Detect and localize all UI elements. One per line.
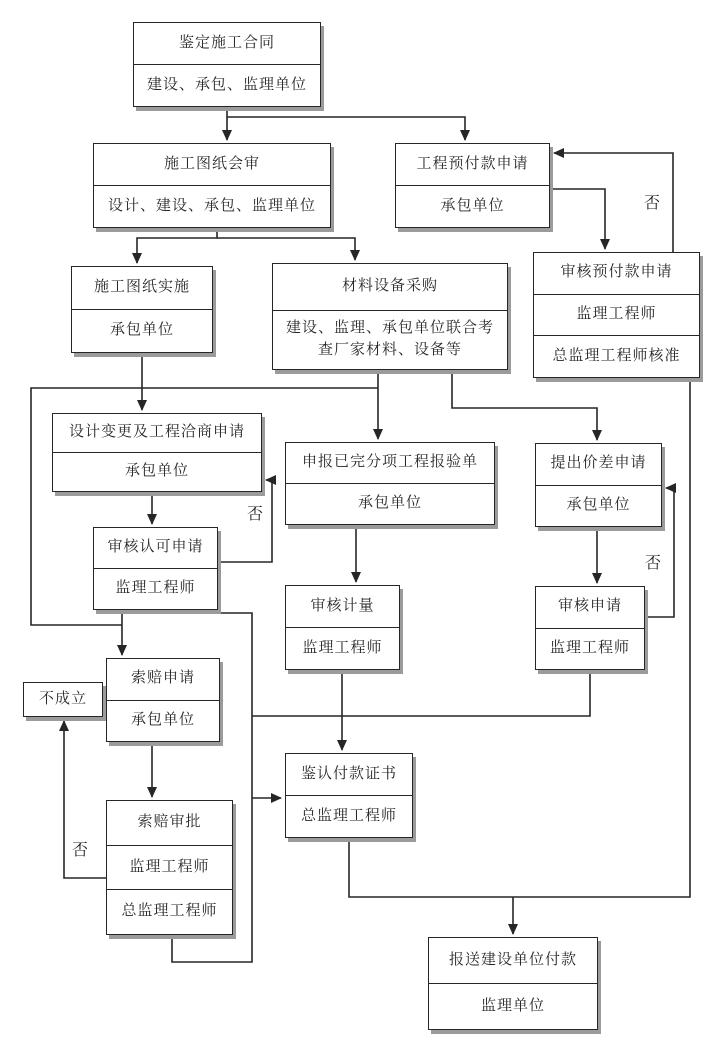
flow-box-application-review xyxy=(535,586,645,670)
flow-box-material-equipment-procurement xyxy=(272,263,508,370)
box-role: 承包单位 xyxy=(536,485,661,527)
box-role: 监理单位 xyxy=(429,983,597,1029)
box-title: 施工图纸实施 xyxy=(93,279,190,296)
box-role: 总监理工程师 xyxy=(286,795,412,837)
no-label-design-change: 否 xyxy=(245,501,265,524)
box-role: 监理工程师 xyxy=(286,627,399,669)
flow-box-claim-approval xyxy=(106,800,233,935)
connector-procurement-to-price-difference xyxy=(452,370,597,440)
box-title: 索赔申请 xyxy=(130,670,195,687)
connector-contract-to-advance-application xyxy=(227,117,465,140)
flow-box-completed-item-inspection xyxy=(285,442,495,525)
flow-box-design-change-application xyxy=(52,413,262,492)
flow-box-submit-owner-payment xyxy=(428,937,598,1030)
box-title: 材料设备采购 xyxy=(341,278,438,295)
no-label-advance-payment: 否 xyxy=(642,190,662,213)
box-title: 报送建设单位付款 xyxy=(448,951,577,968)
box-role: 承包单位 xyxy=(72,309,212,352)
connector-advance-application-to-review xyxy=(550,189,605,249)
box-role: 建设、承包、监理单位 xyxy=(134,64,320,106)
box-role: 监理工程师 xyxy=(534,294,699,336)
flow-box-advance-payment-application xyxy=(395,143,550,228)
flow-box-identify-contract xyxy=(133,22,321,107)
box-title: 审核计量 xyxy=(310,597,375,614)
box-title: 施工图纸会审 xyxy=(163,155,260,172)
connector-application-review-to-merge xyxy=(252,670,590,716)
box-title: 设计变更及工程洽商申请 xyxy=(68,424,245,441)
no-label-claim: 否 xyxy=(70,837,90,860)
box-title: 申报已完分项工程报验单 xyxy=(301,454,478,471)
flow-box-price-difference-application xyxy=(535,443,662,527)
box-role: 承包单位 xyxy=(286,483,494,524)
flow-box-not-established xyxy=(23,682,103,717)
box-title: 鉴认付款证书 xyxy=(300,765,397,782)
box-role-2: 总监理工程师 xyxy=(107,889,232,934)
box-role: 承包单位 xyxy=(107,700,219,742)
box-title: 鉴定施工合同 xyxy=(178,34,275,51)
box-role-2: 总监理工程师核准 xyxy=(534,335,699,377)
box-role: 承包单位 xyxy=(53,452,261,491)
box-role: 承包单位 xyxy=(396,185,549,227)
box-role: 监理工程师 xyxy=(94,568,217,609)
box-role: 监理工程师 xyxy=(536,628,644,670)
box-title: 审核预付款申请 xyxy=(560,264,673,281)
flow-box-advance-payment-review xyxy=(533,252,700,378)
flow-box-claim-application xyxy=(106,658,220,742)
box-role: 建设、监理、承包单位联合考查厂家材料、设备等 xyxy=(273,310,507,369)
no-label-price-difference: 否 xyxy=(643,550,663,573)
box-title: 不成立 xyxy=(38,690,87,707)
box-title: 索赔审批 xyxy=(137,813,202,830)
connector-review-to-implementation xyxy=(137,228,217,263)
box-role: 监理工程师 xyxy=(107,845,232,890)
flow-box-measurement-review xyxy=(285,585,400,670)
flow-box-payment-certificate xyxy=(285,753,413,838)
box-title: 工程预付款申请 xyxy=(416,155,529,172)
box-title: 审核申请 xyxy=(557,598,622,615)
box-title: 审核认可申请 xyxy=(107,539,204,556)
connector-review-to-procurement xyxy=(217,238,355,260)
box-role: 设计、建设、承包、监理单位 xyxy=(94,185,330,227)
box-title: 提出价差申请 xyxy=(550,455,647,472)
flow-box-approval-confirm-review xyxy=(93,527,218,610)
flow-box-drawing-joint-review xyxy=(93,143,331,228)
flow-box-drawing-implementation xyxy=(71,266,213,353)
